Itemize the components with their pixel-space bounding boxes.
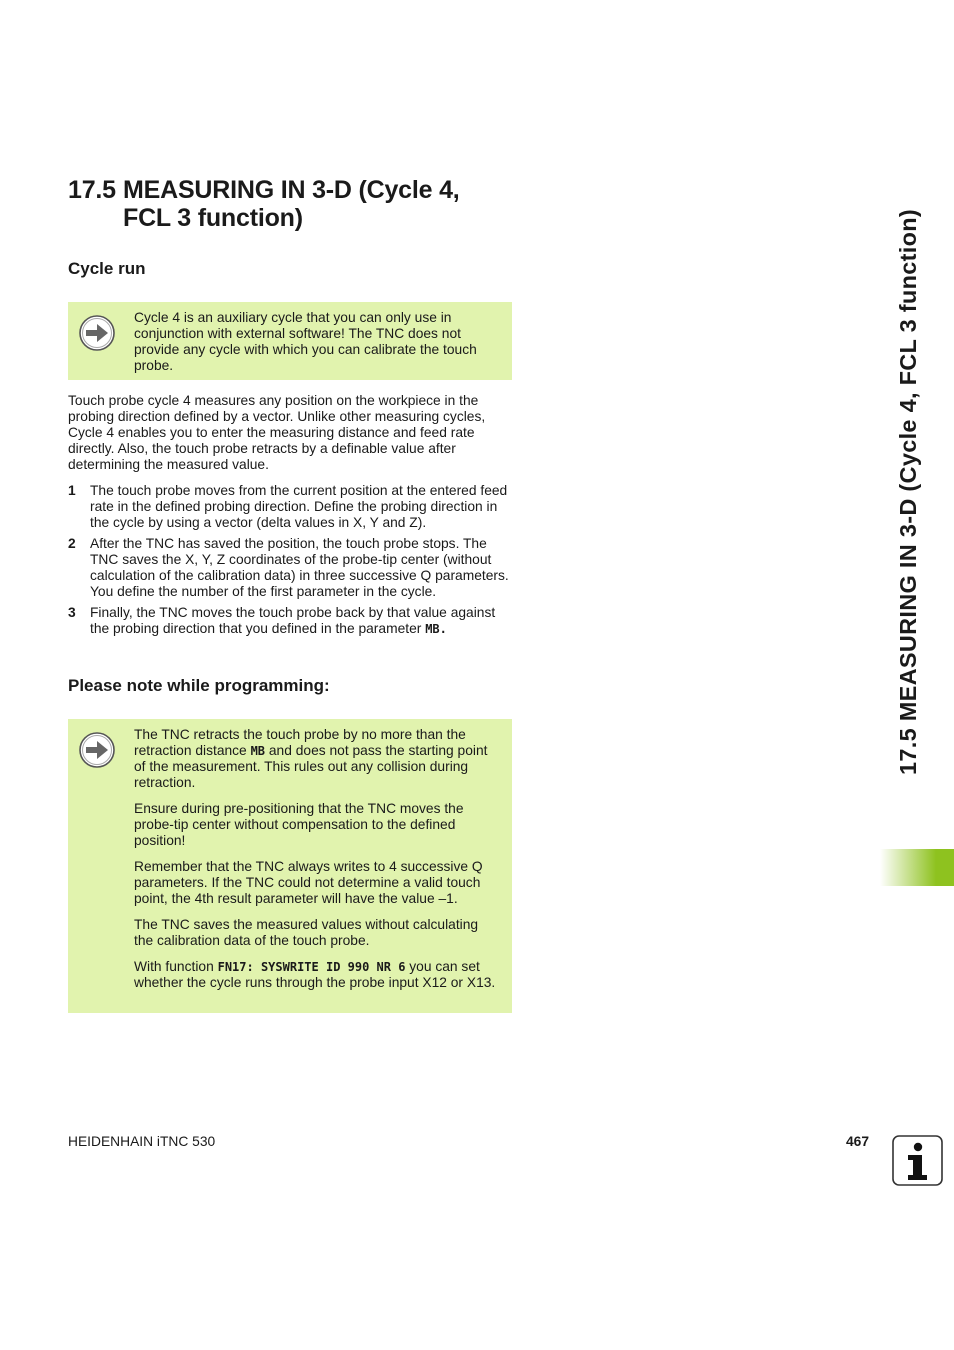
info-icon	[892, 1135, 943, 1186]
step-text: Finally, the TNC moves the touch probe back by that value against the probing direction that you defined in the parameter	[90, 605, 496, 636]
note-paragraph: Remember that the TNC always writes to 4 successive Q parameters. If the TNC could not determine a valid touch point, the 4th result parameter will have the value –1.	[134, 859, 483, 906]
cycle-run-steps	[68, 483, 514, 642]
cycle-run-note-text: Cycle 4 is an auxiliary cycle that you can only use in conjunction with external software! The TNC does not provide any cycle with which you can calibrate the touch probe.	[134, 310, 477, 373]
step-code: MB.	[425, 622, 447, 636]
section-number: 17.5	[68, 176, 116, 204]
note-text: With function	[134, 959, 218, 974]
arrow-right-icon	[78, 314, 116, 352]
programming-note	[68, 719, 512, 1013]
note-paragraph: Ensure during pre-positioning that the TNC moves the probe-tip center without compensation to the defined position!	[134, 801, 464, 848]
programming-heading: Please note while programming:	[68, 676, 330, 695]
step-number: 3	[68, 605, 76, 620]
step-text: The touch probe moves from the current position at the entered feed rate in the defined probing direction. Define the probing direction in the cycle by using a vector (delta values in X, Y and Z).	[90, 483, 508, 530]
cycle-run-heading: Cycle run	[68, 259, 146, 278]
cycle-run-intro: Touch probe cycle 4 measures any position on the workpiece in the probing direction defined by a vector. Unlike other measuring cycles, Cycle 4 enables you to enter the measuring distance and feed rate directly. Also, the touch probe retracts by a definable value after determining the measured value.	[68, 393, 486, 472]
note-text: and does not pass the starting point of the measurement. This rules out any collision during retraction.	[134, 743, 488, 790]
arrow-right-icon	[78, 731, 116, 769]
step-text: After the TNC has saved the position, the touch probe stops. The TNC saves the X, Y, Z coordinates of the probe-tip center (without calculation of the calibration data) in three successive Q parameters. You define the number of the first parameter in the cycle.	[90, 536, 509, 599]
step-text-wrap	[90, 605, 514, 637]
note-text: The TNC retracts the touch probe by no more than the retraction distance	[134, 727, 466, 758]
list-item	[68, 536, 514, 600]
side-tab-title: 17.5 MEASURING IN 3-D (Cycle 4, FCL 3 function)	[895, 208, 921, 775]
step-number: 1	[68, 483, 76, 498]
section-title	[68, 176, 508, 232]
chapter-tab-gradient	[880, 849, 936, 886]
note-code: MB	[250, 744, 266, 758]
note-code: FN17: SYSWRITE ID 990 NR 6	[217, 960, 406, 974]
note-paragraph	[134, 959, 500, 991]
section-title-text: MEASURING IN 3-D (Cycle 4, FCL 3 function)	[123, 176, 460, 232]
cycle-run-note	[68, 302, 512, 380]
list-item	[68, 483, 514, 531]
list-item	[68, 605, 514, 637]
note-paragraph: The TNC saves the measured values without calculating the calibration data of the touch probe.	[134, 917, 479, 948]
note-text: you can set whether the cycle runs through the probe input X12 or X13.	[134, 959, 496, 990]
page-number: 467	[846, 1134, 870, 1149]
note-paragraph	[134, 727, 500, 791]
step-number: 2	[68, 536, 76, 551]
footer-product: HEIDENHAIN iTNC 530	[68, 1134, 216, 1149]
